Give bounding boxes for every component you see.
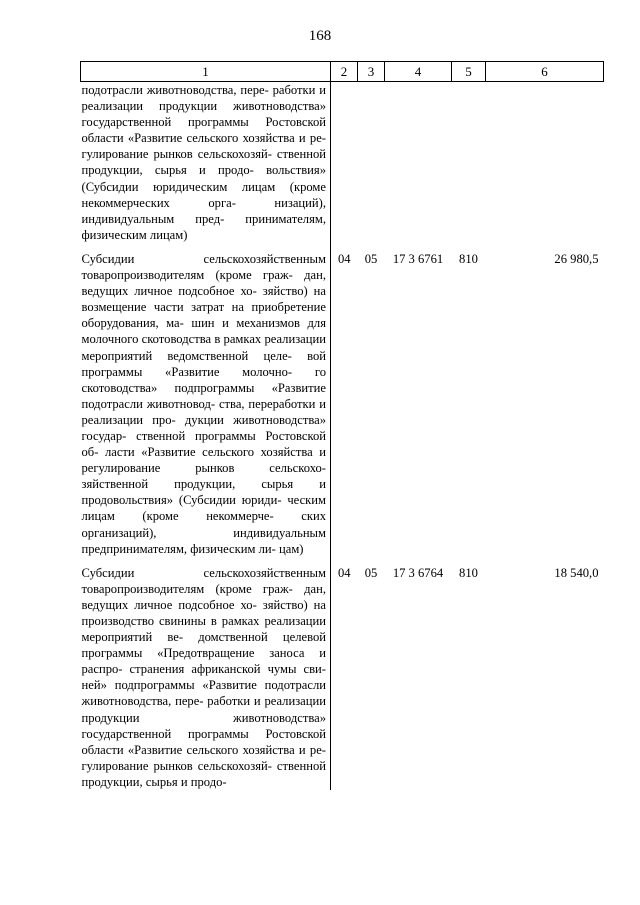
row-amount: 26 980,5 xyxy=(554,251,599,266)
row-target-article: 17 3 6764 xyxy=(392,565,444,580)
header-col-6: 6 xyxy=(486,62,604,82)
row-expense-type: 810 xyxy=(459,251,478,266)
header-col-2: 2 xyxy=(331,62,358,82)
row-subsection: 05 xyxy=(364,251,378,266)
row-subsection: 05 xyxy=(364,565,378,580)
budget-table xyxy=(80,61,604,790)
table-header xyxy=(81,62,604,82)
table-row xyxy=(81,251,604,565)
table-body xyxy=(81,82,604,791)
header-row xyxy=(81,62,604,82)
row-section xyxy=(331,82,358,251)
row-amount xyxy=(486,82,604,251)
row-target-article xyxy=(385,82,452,251)
row-expense-type xyxy=(452,82,486,251)
table-row xyxy=(81,565,604,790)
row-section: 04 xyxy=(337,251,351,266)
row-amount: 18 540,0 xyxy=(554,565,599,580)
header-col-3: 3 xyxy=(358,62,385,82)
row-target-article: 17 3 6761 xyxy=(392,251,444,266)
row-description: подотрасли животноводства, пере- работки и реализации продукции животноводства» государственной программы Ростовской области «Развитие сельского хозяйства и ре- гулирование рынков сельскохозяй- ственной продукции, сырья и продо- вольствия» (Субсидии юридическим лицам (кроме некоммерческих орга- низаций), индивидуальным пред- принимателям, физическим лицам) xyxy=(81,82,331,251)
row-section: 04 xyxy=(337,565,351,580)
page-number: 168 xyxy=(308,28,332,44)
header-col-5: 5 xyxy=(452,62,486,82)
row-expense-type: 810 xyxy=(459,565,478,580)
row-description: Субсидии сельскохозяйственным товаропроизводителям (кроме граж- дан, ведущих личное подсобное хо- зяйство) на производство свинины в рамках реализации мероприятий ве- домственной целевой программы «Предотвращение заноса и распро- странения африканской чумы сви- ней» подпрограммы «Развитие подотрасли животноводства, пере- работки и реализации продукции животноводства» государственной программы Ростовской области «Развитие сельского хозяйства и ре- гулирование рынков сельскохозяй- ственной продукции, сырья и продо- xyxy=(81,565,331,790)
header-col-1: 1 xyxy=(81,62,331,82)
row-subsection xyxy=(358,82,385,251)
table-row xyxy=(81,82,604,251)
header-col-4: 4 xyxy=(385,62,452,82)
row-description: Субсидии сельскохозяйственным товаропроизводителям (кроме граж- дан, ведущих личное подсобное хо- зяйство) на возмещение части затрат на приобретение оборудования, ма- шин и механизмов для молочного скотоводства в рамках реализации мероприятий ведомственной целе- вой программы «Развитие молочно- го скотоводства» подпрограммы «Развитие подотрасли животновод- ства, переработки и реализации про- дукции животноводства» государ- ственной программы Ростовской об- ласти «Развитие сельского хозяйства и регулирование рынков сельскохо- зяйственной продукции, сырья и продовольствия» (Субсидии юриди- ческим лицам (кроме некоммерче- ских организаций), индивидуальным предпринимателям, физическим ли- цам) xyxy=(81,251,331,565)
